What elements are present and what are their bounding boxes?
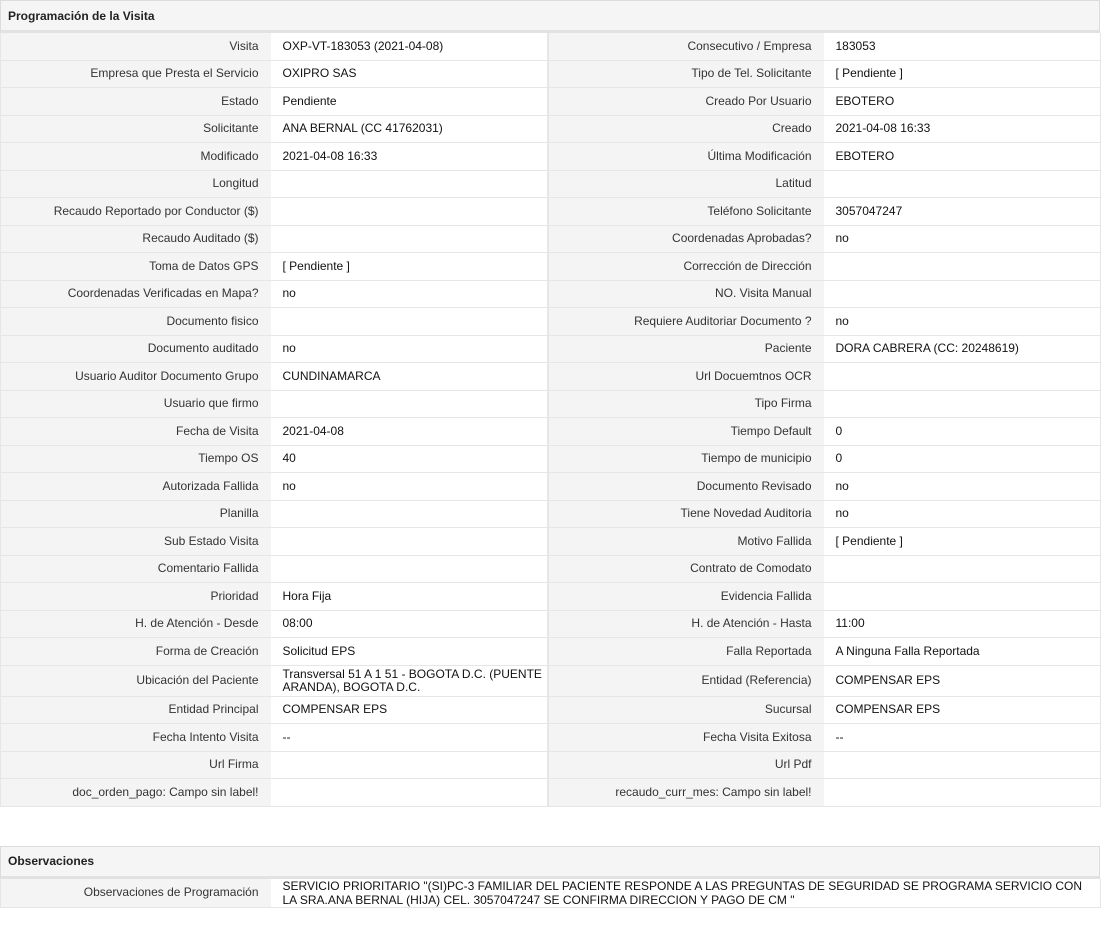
field-value — [271, 170, 548, 198]
field-label: Modificado — [1, 143, 271, 171]
field-label: Estado — [1, 88, 271, 116]
field-value — [824, 583, 1101, 611]
field-value: 11:00 — [824, 610, 1101, 638]
field-label: Longitud — [1, 170, 271, 198]
field-label: Tiene Novedad Auditoria — [548, 500, 824, 528]
field-label: Prioridad — [1, 583, 271, 611]
field-value: Solicitud EPS — [271, 638, 548, 666]
field-label: Fecha de Visita — [1, 418, 271, 446]
field-label: Contrato de Comodato — [548, 555, 824, 583]
field-label: Recaudo Auditado ($) — [1, 225, 271, 253]
field-value: no — [271, 280, 548, 308]
section-title: Observaciones — [8, 854, 95, 868]
field-label: Empresa que Presta el Servicio — [1, 60, 271, 88]
field-label: Creado Por Usuario — [548, 88, 824, 116]
field-value: [ Pendiente ] — [271, 253, 548, 281]
field-label: Latitud — [548, 170, 824, 198]
field-label: Requiere Auditoriar Documento ? — [548, 308, 824, 336]
field-value — [824, 363, 1101, 391]
field-label: Url Pdf — [548, 751, 824, 779]
table-row — [1, 335, 1101, 363]
field-value: 2021-04-08 — [271, 418, 548, 446]
table-row — [1, 473, 1101, 501]
field-value: ANA BERNAL (CC 41762031) — [271, 115, 548, 143]
table-row — [1, 308, 1101, 336]
field-label: Tiempo OS — [1, 445, 271, 473]
field-label: Paciente — [548, 335, 824, 363]
field-value — [271, 198, 548, 226]
field-label: recaudo_curr_mes: Campo sin label! — [548, 779, 824, 807]
table-row — [1, 879, 1101, 908]
field-label: Teléfono Solicitante — [548, 198, 824, 226]
field-label: Url Firma — [1, 751, 271, 779]
table-row — [1, 253, 1101, 281]
field-value: EBOTERO — [824, 143, 1101, 171]
field-value: COMPENSAR EPS — [824, 696, 1101, 724]
field-value: 0 — [824, 445, 1101, 473]
field-label: Sub Estado Visita — [1, 528, 271, 556]
table-row — [1, 638, 1101, 666]
field-value: Pendiente — [271, 88, 548, 116]
field-value: COMPENSAR EPS — [824, 665, 1101, 696]
field-value: [ Pendiente ] — [824, 528, 1101, 556]
table-row — [1, 198, 1101, 226]
table-row — [1, 363, 1101, 391]
table-row — [1, 583, 1101, 611]
field-value: 0 — [824, 418, 1101, 446]
field-value — [824, 280, 1101, 308]
table-row — [1, 696, 1101, 724]
field-label: Consecutivo / Empresa — [548, 33, 824, 60]
field-value: -- — [824, 724, 1101, 752]
table-row — [1, 33, 1101, 60]
table-row — [1, 170, 1101, 198]
field-label: Coordenadas Verificadas en Mapa? — [1, 280, 271, 308]
field-value: 2021-04-08 16:33 — [824, 115, 1101, 143]
field-label: Evidencia Fallida — [548, 583, 824, 611]
field-value — [271, 751, 548, 779]
field-value: EBOTERO — [824, 88, 1101, 116]
field-label: Observaciones de Programación — [1, 879, 271, 908]
field-value — [271, 500, 548, 528]
field-label: Documento Revisado — [548, 473, 824, 501]
field-value: DORA CABRERA (CC: 20248619) — [824, 335, 1101, 363]
table-row — [1, 610, 1101, 638]
observaciones-table — [0, 879, 1101, 908]
table-row — [1, 280, 1101, 308]
field-value: 08:00 — [271, 610, 548, 638]
field-label: Tipo Firma — [548, 390, 824, 418]
field-value: Transversal 51 A 1 51 - BOGOTA D.C. (PUENTE ARANDA), BOGOTA D.C. — [271, 665, 548, 696]
field-label: Ubicación del Paciente — [1, 665, 271, 696]
field-label: Falla Reportada — [548, 638, 824, 666]
field-label: Última Modificación — [548, 143, 824, 171]
field-label: H. de Atención - Desde — [1, 610, 271, 638]
field-label: Documento auditado — [1, 335, 271, 363]
field-value — [271, 779, 548, 807]
table-row — [1, 779, 1101, 807]
field-value: 2021-04-08 16:33 — [271, 143, 548, 171]
field-value — [824, 390, 1101, 418]
field-value: 183053 — [824, 33, 1101, 60]
field-value: A Ninguna Falla Reportada — [824, 638, 1101, 666]
field-value — [271, 225, 548, 253]
field-label: Usuario Auditor Documento Grupo — [1, 363, 271, 391]
field-label: Entidad (Referencia) — [548, 665, 824, 696]
table-row — [1, 500, 1101, 528]
field-value: no — [271, 335, 548, 363]
field-label: Recaudo Reportado por Conductor ($) — [1, 198, 271, 226]
field-label: Motivo Fallida — [548, 528, 824, 556]
table-row — [1, 225, 1101, 253]
field-value — [824, 555, 1101, 583]
field-label: Fecha Visita Exitosa — [548, 724, 824, 752]
table-row — [1, 418, 1101, 446]
field-value — [271, 308, 548, 336]
field-label: NO. Visita Manual — [548, 280, 824, 308]
field-label: Autorizada Fallida — [1, 473, 271, 501]
table-row — [1, 445, 1101, 473]
field-label: Entidad Principal — [1, 696, 271, 724]
field-value: no — [824, 308, 1101, 336]
field-label: Forma de Creación — [1, 638, 271, 666]
field-label: Corrección de Dirección — [548, 253, 824, 281]
field-value — [271, 555, 548, 583]
section-header-observaciones — [0, 846, 1100, 879]
table-row — [1, 115, 1101, 143]
field-value: no — [824, 225, 1101, 253]
table-row — [1, 528, 1101, 556]
field-value: -- — [271, 724, 548, 752]
field-value: COMPENSAR EPS — [271, 696, 548, 724]
table-row — [1, 555, 1101, 583]
field-value — [271, 528, 548, 556]
field-value: OXP-VT-183053 (2021-04-08) — [271, 33, 548, 60]
field-label: Toma de Datos GPS — [1, 253, 271, 281]
field-value: CUNDINAMARCA — [271, 363, 548, 391]
field-label: Coordenadas Aprobadas? — [548, 225, 824, 253]
field-label: doc_orden_pago: Campo sin label! — [1, 779, 271, 807]
section-header-programacion — [0, 0, 1100, 33]
field-value: 40 — [271, 445, 548, 473]
field-label: Tiempo Default — [548, 418, 824, 446]
field-label: Comentario Fallida — [1, 555, 271, 583]
field-label: Fecha Intento Visita — [1, 724, 271, 752]
field-value: [ Pendiente ] — [824, 60, 1101, 88]
field-label: H. de Atención - Hasta — [548, 610, 824, 638]
table-row — [1, 390, 1101, 418]
field-value: no — [271, 473, 548, 501]
table-row — [1, 751, 1101, 779]
table-row — [1, 143, 1101, 171]
field-label: Sucursal — [548, 696, 824, 724]
table-row — [1, 724, 1101, 752]
field-label: Creado — [548, 115, 824, 143]
visit-fields-body — [1, 33, 1101, 806]
table-row — [1, 60, 1101, 88]
field-label: Solicitante — [1, 115, 271, 143]
observaciones-value: SERVICIO PRIORITARIO "(SI)PC-3 FAMILIAR DEL PACIENTE RESPONDE A LAS PREGUNTAS DE SEGURIDAD SE PROGRAMA SERVICIO CON LA SRA.ANA BERNAL (HIJA) CEL. 3057047247 SE CONFIRMA DIRECCION Y PAGO DE CM " — [271, 879, 1101, 908]
field-value: no — [824, 500, 1101, 528]
field-label: Tipo de Tel. Solicitante — [548, 60, 824, 88]
field-value — [824, 751, 1101, 779]
table-row — [1, 88, 1101, 116]
field-label: Planilla — [1, 500, 271, 528]
section-title: Programación de la Visita — [8, 8, 155, 23]
field-value — [824, 253, 1101, 281]
field-label: Visita — [1, 33, 271, 60]
field-label: Usuario que firmo — [1, 390, 271, 418]
section-spacer — [0, 807, 1100, 846]
field-value: Hora Fija — [271, 583, 548, 611]
field-label: Documento fisico — [1, 308, 271, 336]
visit-fields-table — [0, 33, 1101, 807]
field-value: 3057047247 — [824, 198, 1101, 226]
field-label: Tiempo de municipio — [548, 445, 824, 473]
field-value — [824, 170, 1101, 198]
field-value: OXIPRO SAS — [271, 60, 548, 88]
table-row — [1, 665, 1101, 696]
field-value — [271, 390, 548, 418]
field-value — [824, 779, 1101, 807]
field-value: no — [824, 473, 1101, 501]
field-label: Url Docuemtnos OCR — [548, 363, 824, 391]
